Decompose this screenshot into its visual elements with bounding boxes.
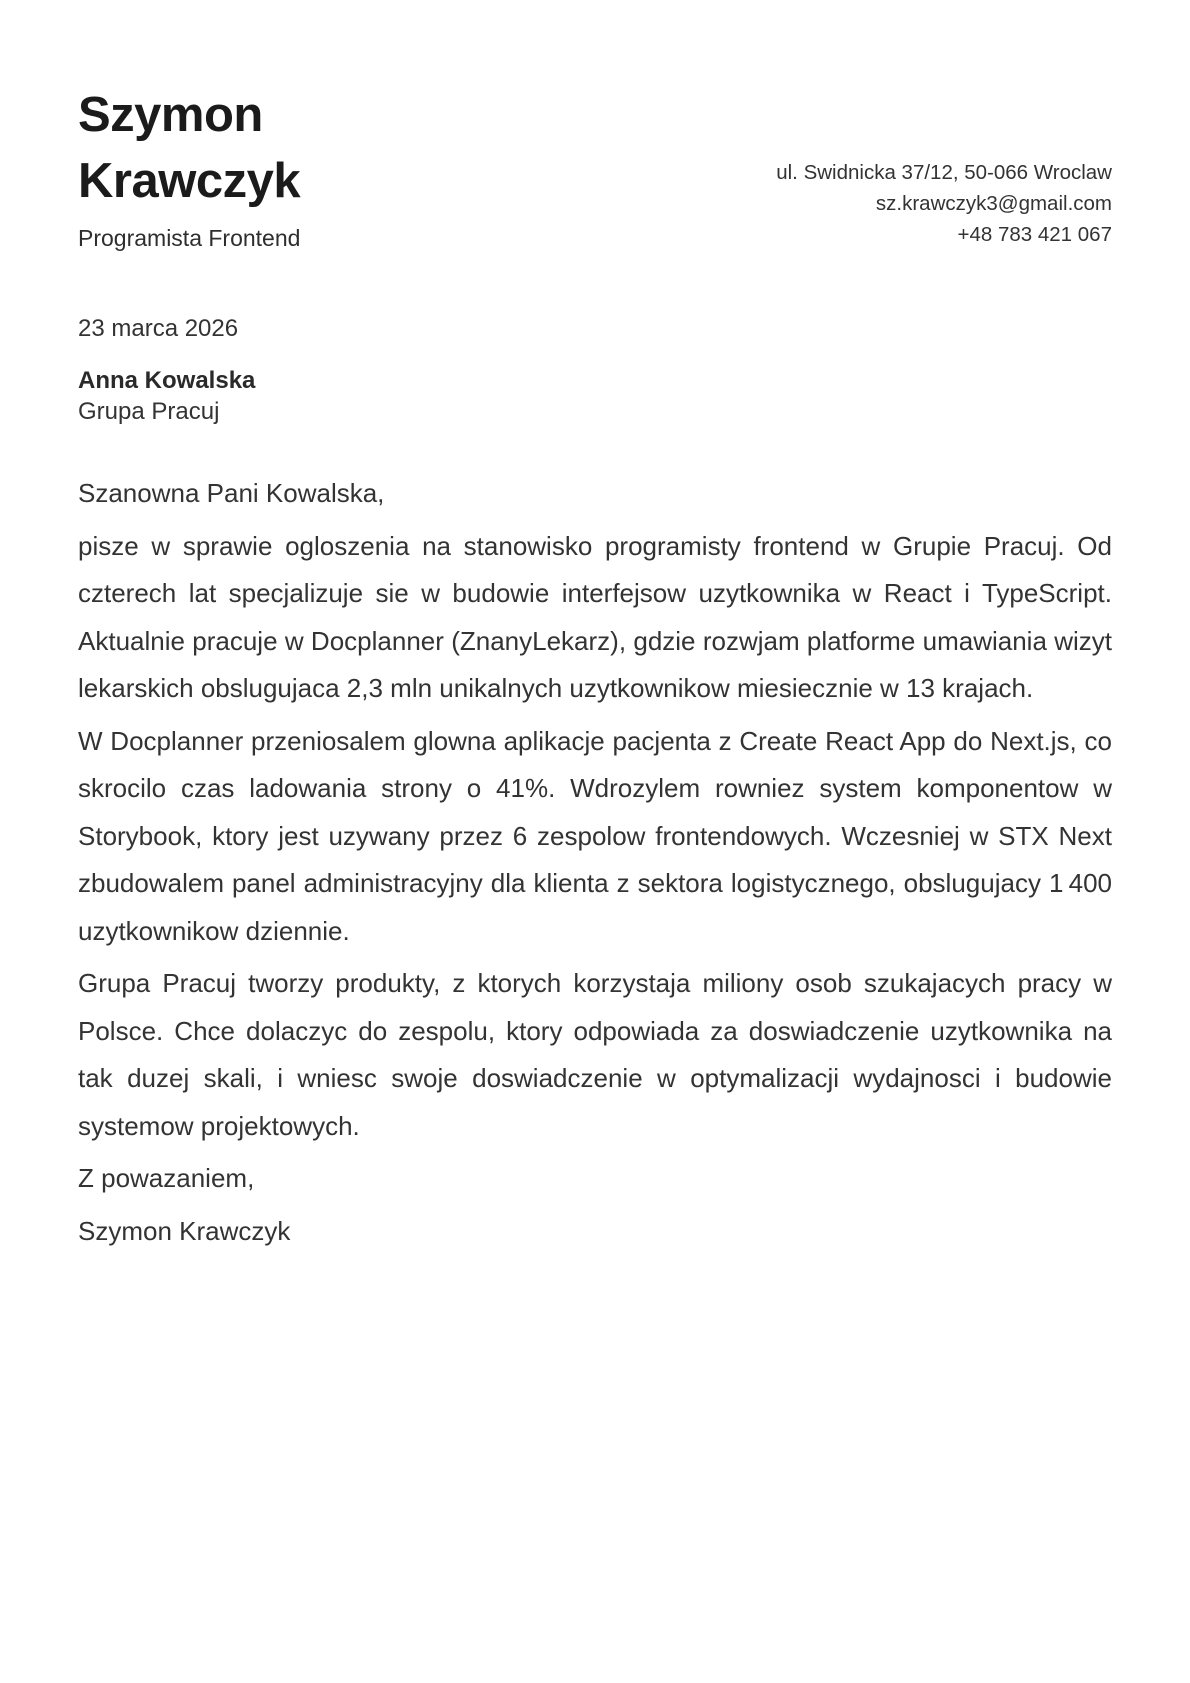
contact-address: ul. Swidnicka 37/12, 50-066 Wroclaw	[776, 161, 1112, 184]
contact-phone: +48 783 421 067	[957, 223, 1112, 246]
candidate-name	[78, 82, 300, 214]
candidate-job-title: Programista Frontend	[78, 225, 301, 251]
signature: Szymon Krawczyk	[78, 1215, 291, 1246]
body-paragraph-2: W Docplanner przeniosalem glowna aplikacje pacjenta z Create React App do Next.js, co skrocilo czas ladowania strony o 41%. Wdrozylem rowniez system komponentow w Storybook, ktory jest uzywany przez 6 zespolow frontendowych. Wczesniej w STX Next zbudowalem panel administracyjny dla klienta z sektora logistycznego, obslugujacy 1 400 uzytkownikow dziennie.	[78, 725, 1112, 946]
salutation: Szanowna Pani Kowalska,	[78, 478, 385, 508]
closing: Z powazaniem,	[78, 1163, 255, 1193]
candidate-identity	[78, 82, 300, 252]
candidate-name-line2: Krawczyk	[78, 154, 301, 208]
body-paragraph-3: Grupa Pracuj tworzy produkty, z ktorych korzystaja miliony osob szukajacych pracy w Polsce. Chce dolaczyc do zespolu, ktory odpowiada za doswiadczenie uzytkownika na tak duzej skali, i wniesc swoje doswiadczenie w optymalizacji wydajnosci i budowie systemow projektowych.	[78, 968, 1112, 1141]
letter-body	[78, 470, 1112, 1255]
recipient-block	[78, 365, 1112, 427]
body-paragraph-1: pisze w sprawie ogloszenia na stanowisko programisty frontend w Grupie Pracuj. Od czterech lat specjalizuje sie w budowie interfejsow uzytkownika w React i TypeScript. Aktualnie pracuje w Docplanner (ZnanyLekarz), gdzie rozwjam platforme umawiania wizyt lekarskich obslugujaca 2,3 mln unikalnych uzytkownikow miesiecznie w 13 krajach.	[78, 530, 1112, 703]
contact-email: sz.krawczyk3@gmail.com	[875, 192, 1112, 215]
recipient-name: Anna Kowalska	[78, 367, 256, 394]
letter-date: 23 marca 2026	[78, 315, 239, 342]
candidate-name-line1: Szymon	[78, 88, 263, 142]
contact-info	[776, 157, 1112, 252]
letter-header	[78, 82, 1112, 252]
recipient-company: Grupa Pracuj	[78, 398, 220, 425]
